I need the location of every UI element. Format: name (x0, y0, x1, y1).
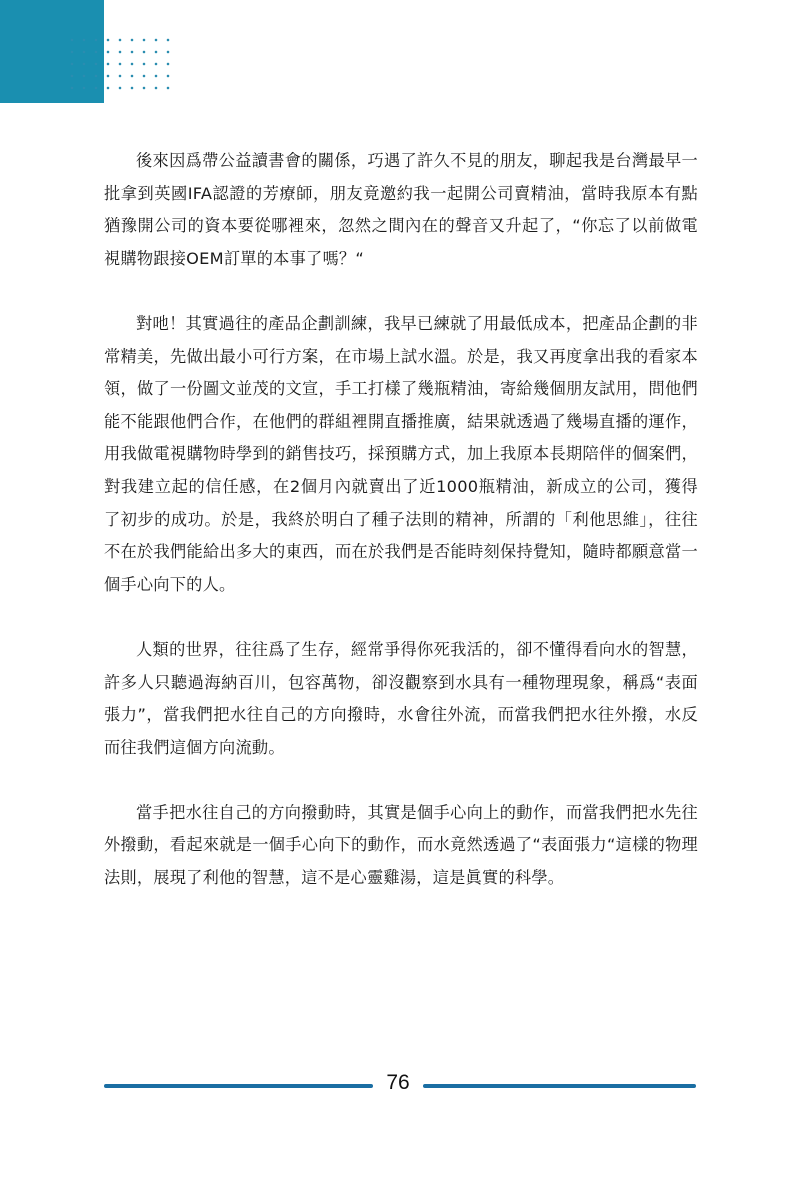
dot-grid-decoration (66, 34, 176, 90)
paragraph-3: 人類的世界，往往爲了生存，經常爭得你死我活的，卻不懂得看向水的智慧，許多人只聽過海納百川，包容萬物，卻沒觀察到水具有一種物理現象，稱爲“表面張力”，當我們把水往自己的方向撥時，水會往外流，而當我們把水往外撥，水反而往我們這個方向流動。 (104, 639, 698, 757)
footer-rule-left (104, 1084, 373, 1088)
paragraph-4: 當手把水往自己的方向撥動時，其實是個手心向上的動作，而當我們把水先往外撥動，看起來就是一個手心向下的動作，而水竟然透過了“表面張力“這樣的物理法則，展現了利他的智慧，這不是心靈雞湯，這是眞實的科學。 (104, 802, 698, 888)
page-body (104, 145, 698, 927)
paragraph-2: 對吔！其實過往的產品企劃訓練，我早已練就了用最低成本，把產品企劃的非常精美，先做出最小可行方案，在市場上試水溫。於是，我又再度拿出我的看家本領，做了一份圖文並茂的文宣，手工打樣了幾瓶精油，寄給幾個朋友試用，問他們能不能跟他們合作，在他們的群組裡開直播推廣，結果就透過了幾場直播的運作，用我做電視購物時學到的銷售技巧，採預購方式，加上我原本長期陪伴的個案們，對我建立起的信任感，在2個月內就賣出了近1000瓶精油，新成立的公司，獲得了初步的成功。於是，我終於明白了種子法則的精神，所謂的「利他思維」，往往不在於我們能給出多大的東西，而在於我們是否能時刻保持覺知，隨時都願意當一個手心向下的人。 (104, 313, 698, 594)
page-footer (104, 1066, 696, 1106)
page-number: 76 (386, 1071, 410, 1094)
footer-rule-right (423, 1084, 696, 1088)
paragraph-1: 後來因爲帶公益讀書會的關係，巧遇了許久不見的朋友，聊起我是台灣最早一批拿到英國IFA認證的芳療師，朋友竟邀約我一起開公司賣精油，當時我原本有點猶豫開公司的資本要從哪裡來，忽然之間內在的聲音又升起了，“你忘了以前做電視購物跟接OEM訂單的本事了嗎？“ (104, 151, 698, 268)
